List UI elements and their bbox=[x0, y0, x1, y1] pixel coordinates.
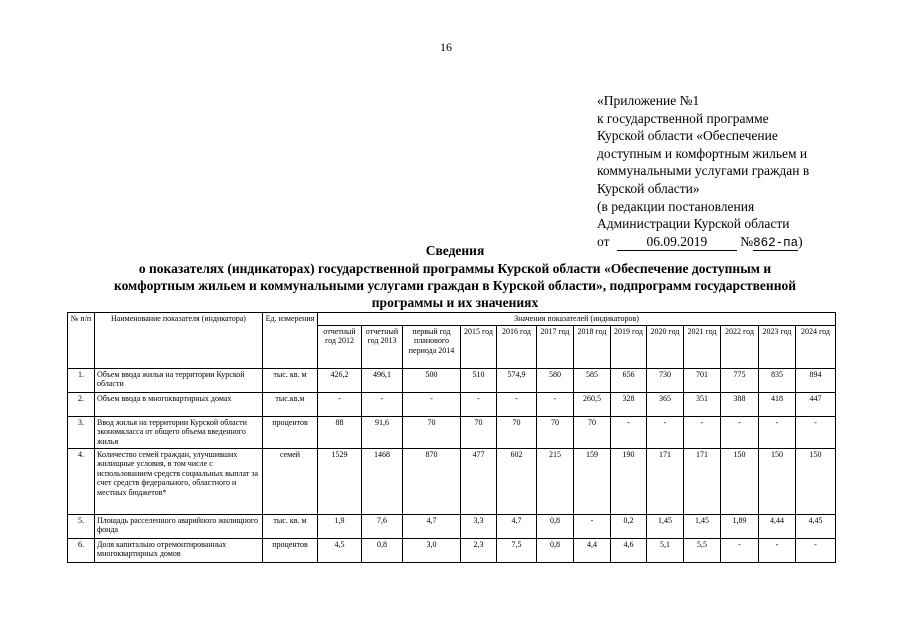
value-cell: 4,6 bbox=[611, 538, 647, 562]
row-number: 1. bbox=[68, 368, 95, 392]
value-cell: 150 bbox=[721, 448, 759, 514]
value-cell: 2,3 bbox=[461, 538, 497, 562]
number-prefix: № bbox=[740, 233, 754, 249]
value-cell: 510 bbox=[461, 368, 497, 392]
value-cell: 0,8 bbox=[537, 538, 574, 562]
value-cell: 775 bbox=[721, 368, 759, 392]
table-row bbox=[68, 368, 836, 392]
value-cell: 328 bbox=[611, 392, 647, 416]
header-year: 2016 год bbox=[497, 325, 537, 368]
resolution-date: 06.09.2019 bbox=[617, 233, 737, 252]
table-header-row bbox=[68, 313, 836, 326]
value-cell: - bbox=[461, 392, 497, 416]
value-cell: 1468 bbox=[362, 448, 403, 514]
value-cell: 701 bbox=[684, 368, 721, 392]
appendix-line: доступным и комфортным жильем и bbox=[597, 145, 808, 161]
value-cell: 1,45 bbox=[647, 514, 684, 538]
row-number: 6. bbox=[68, 538, 95, 562]
appendix-line: Курской области «Обеспечение bbox=[597, 128, 778, 144]
value-cell: - bbox=[362, 392, 403, 416]
indicator-name: Ввод жилья на территории Курской области экономкласса от общего объема введенного жилья bbox=[95, 416, 263, 448]
unit-cell: тыс. кв. м bbox=[263, 514, 318, 538]
table-row bbox=[68, 514, 836, 538]
value-cell: 585 bbox=[574, 368, 611, 392]
from-label: от bbox=[597, 233, 610, 249]
indicator-name: Объем ввода в многоквартирных домах bbox=[95, 392, 263, 416]
value-cell: - bbox=[796, 538, 836, 562]
value-cell: - bbox=[759, 416, 796, 448]
value-cell: 70 bbox=[574, 416, 611, 448]
header-year: 2021 год bbox=[684, 325, 721, 368]
value-cell: 500 bbox=[403, 368, 461, 392]
appendix-line: Администрации Курской области bbox=[597, 216, 790, 232]
value-cell: 388 bbox=[721, 392, 759, 416]
value-cell: 477 bbox=[461, 448, 497, 514]
value-cell: 4,4 bbox=[574, 538, 611, 562]
row-number: 4. bbox=[68, 448, 95, 514]
header-year: 2015 год bbox=[461, 325, 497, 368]
value-cell: 365 bbox=[647, 392, 684, 416]
header-unit: Ед. измерения bbox=[263, 313, 318, 369]
header-year: 2019 год bbox=[611, 325, 647, 368]
subtitle-line: о показателях (индикаторах) государственной программы Курской области «Обеспечение доступным и bbox=[138, 261, 772, 276]
indicator-name: Объем ввода жилья на территории Курской области bbox=[95, 368, 263, 392]
table-row bbox=[68, 448, 836, 514]
subtitle-line: комфортным жильем и коммунальными услугами граждан в Курской области», подпрограмм государственной bbox=[113, 278, 797, 293]
unit-cell: процентов bbox=[263, 538, 318, 562]
value-cell: 70 bbox=[497, 416, 537, 448]
value-cell: 150 bbox=[759, 448, 796, 514]
value-cell: 5,1 bbox=[647, 538, 684, 562]
value-cell: 171 bbox=[684, 448, 721, 514]
header-year: первый год планового периода 2014 bbox=[403, 325, 461, 368]
unit-cell: тыс. кв. м bbox=[263, 368, 318, 392]
value-cell: 190 bbox=[611, 448, 647, 514]
value-cell: - bbox=[403, 392, 461, 416]
value-cell: 88 bbox=[318, 416, 362, 448]
value-cell: 1529 bbox=[318, 448, 362, 514]
value-cell: 70 bbox=[461, 416, 497, 448]
row-number: 2. bbox=[68, 392, 95, 416]
value-cell: 3,0 bbox=[403, 538, 461, 562]
value-cell: 0,2 bbox=[611, 514, 647, 538]
header-year: 2020 год bbox=[647, 325, 684, 368]
appendix-line: коммунальными услугами граждан в bbox=[597, 163, 810, 179]
resolution-number: 862-па bbox=[753, 235, 799, 250]
header-year: отчетный год 2012 bbox=[318, 325, 362, 368]
value-cell: 4,45 bbox=[796, 514, 836, 538]
value-cell: 91,6 bbox=[362, 416, 403, 448]
header-year: отчетный год 2013 bbox=[362, 325, 403, 368]
value-cell: - bbox=[497, 392, 537, 416]
value-cell: 0,8 bbox=[537, 514, 574, 538]
value-cell: 1,45 bbox=[684, 514, 721, 538]
value-cell: 835 bbox=[759, 368, 796, 392]
value-cell: - bbox=[721, 538, 759, 562]
value-cell: 70 bbox=[403, 416, 461, 448]
value-cell: 496,1 bbox=[362, 368, 403, 392]
header-year: 2024 год bbox=[796, 325, 836, 368]
indicators-table bbox=[67, 312, 836, 563]
value-cell: 3,3 bbox=[461, 514, 497, 538]
header-year: 2023 год bbox=[759, 325, 796, 368]
value-cell: 150 bbox=[796, 448, 836, 514]
document-title: Сведения bbox=[425, 243, 485, 258]
value-cell: - bbox=[684, 416, 721, 448]
value-cell: 5,5 bbox=[684, 538, 721, 562]
table-row bbox=[68, 538, 836, 562]
value-cell: 70 bbox=[537, 416, 574, 448]
indicator-name: Доля капитально отремонтированных многоквартирных домов bbox=[95, 538, 263, 562]
value-cell: 159 bbox=[574, 448, 611, 514]
value-cell: 1,89 bbox=[721, 514, 759, 538]
value-cell: 426,2 bbox=[318, 368, 362, 392]
value-cell: 7,6 bbox=[362, 514, 403, 538]
value-cell: 215 bbox=[537, 448, 574, 514]
value-cell: 580 bbox=[537, 368, 574, 392]
subtitle-line: программы и их значениях bbox=[371, 295, 539, 310]
value-cell: 447 bbox=[796, 392, 836, 416]
value-cell: - bbox=[721, 416, 759, 448]
value-cell: - bbox=[611, 416, 647, 448]
header-num: № п/п bbox=[68, 313, 95, 369]
value-cell: 351 bbox=[684, 392, 721, 416]
value-cell: 0,8 bbox=[362, 538, 403, 562]
value-cell: 656 bbox=[611, 368, 647, 392]
document-subtitle bbox=[40, 260, 870, 311]
value-cell: 171 bbox=[647, 448, 684, 514]
appendix-line: к государственной программе bbox=[597, 110, 769, 126]
value-cell: 260,5 bbox=[574, 392, 611, 416]
table-row bbox=[68, 392, 836, 416]
value-cell: 602 bbox=[497, 448, 537, 514]
value-cell: 4,44 bbox=[759, 514, 796, 538]
value-cell: 7,5 bbox=[497, 538, 537, 562]
value-cell: 870 bbox=[403, 448, 461, 514]
value-cell: 418 bbox=[759, 392, 796, 416]
appendix-line: «Приложение №1 bbox=[597, 93, 700, 108]
unit-cell: тыс.кв.м bbox=[263, 392, 318, 416]
table-row bbox=[68, 416, 836, 448]
page-number: 16 bbox=[440, 40, 452, 54]
header-name: Наименование показателя (индикатора) bbox=[95, 313, 263, 369]
value-cell: - bbox=[318, 392, 362, 416]
header-year: 2017 год bbox=[537, 325, 574, 368]
value-cell: - bbox=[574, 514, 611, 538]
value-cell: - bbox=[796, 416, 836, 448]
closing-paren: ) bbox=[798, 233, 803, 249]
value-cell: 1,9 bbox=[318, 514, 362, 538]
value-cell: 730 bbox=[647, 368, 684, 392]
value-cell: 574,9 bbox=[497, 368, 537, 392]
value-cell: 894 bbox=[796, 368, 836, 392]
header-year: 2022 год bbox=[721, 325, 759, 368]
value-cell: - bbox=[537, 392, 574, 416]
unit-cell: процентов bbox=[263, 416, 318, 448]
row-number: 5. bbox=[68, 514, 95, 538]
unit-cell: семей bbox=[263, 448, 318, 514]
header-year: 2018 год bbox=[574, 325, 611, 368]
value-cell: - bbox=[759, 538, 796, 562]
value-cell: - bbox=[647, 416, 684, 448]
appendix-block bbox=[597, 92, 857, 252]
indicator-name: Площадь расселенного аварийного жилищного фонда bbox=[95, 514, 263, 538]
value-cell: 4,7 bbox=[497, 514, 537, 538]
appendix-line: (в редакции постановления bbox=[597, 198, 755, 214]
indicator-name: Количество семей граждан, улучшивших жилищные условия, в том числе с использованием средств социальных выплат за счет средств федерального, областного и местных бюджетов* bbox=[95, 448, 263, 514]
header-values: Значения показателей (индикаторов) bbox=[318, 313, 836, 326]
appendix-line: Курской области» bbox=[597, 180, 700, 196]
value-cell: 4,7 bbox=[403, 514, 461, 538]
value-cell: 4,5 bbox=[318, 538, 362, 562]
row-number: 3. bbox=[68, 416, 95, 448]
